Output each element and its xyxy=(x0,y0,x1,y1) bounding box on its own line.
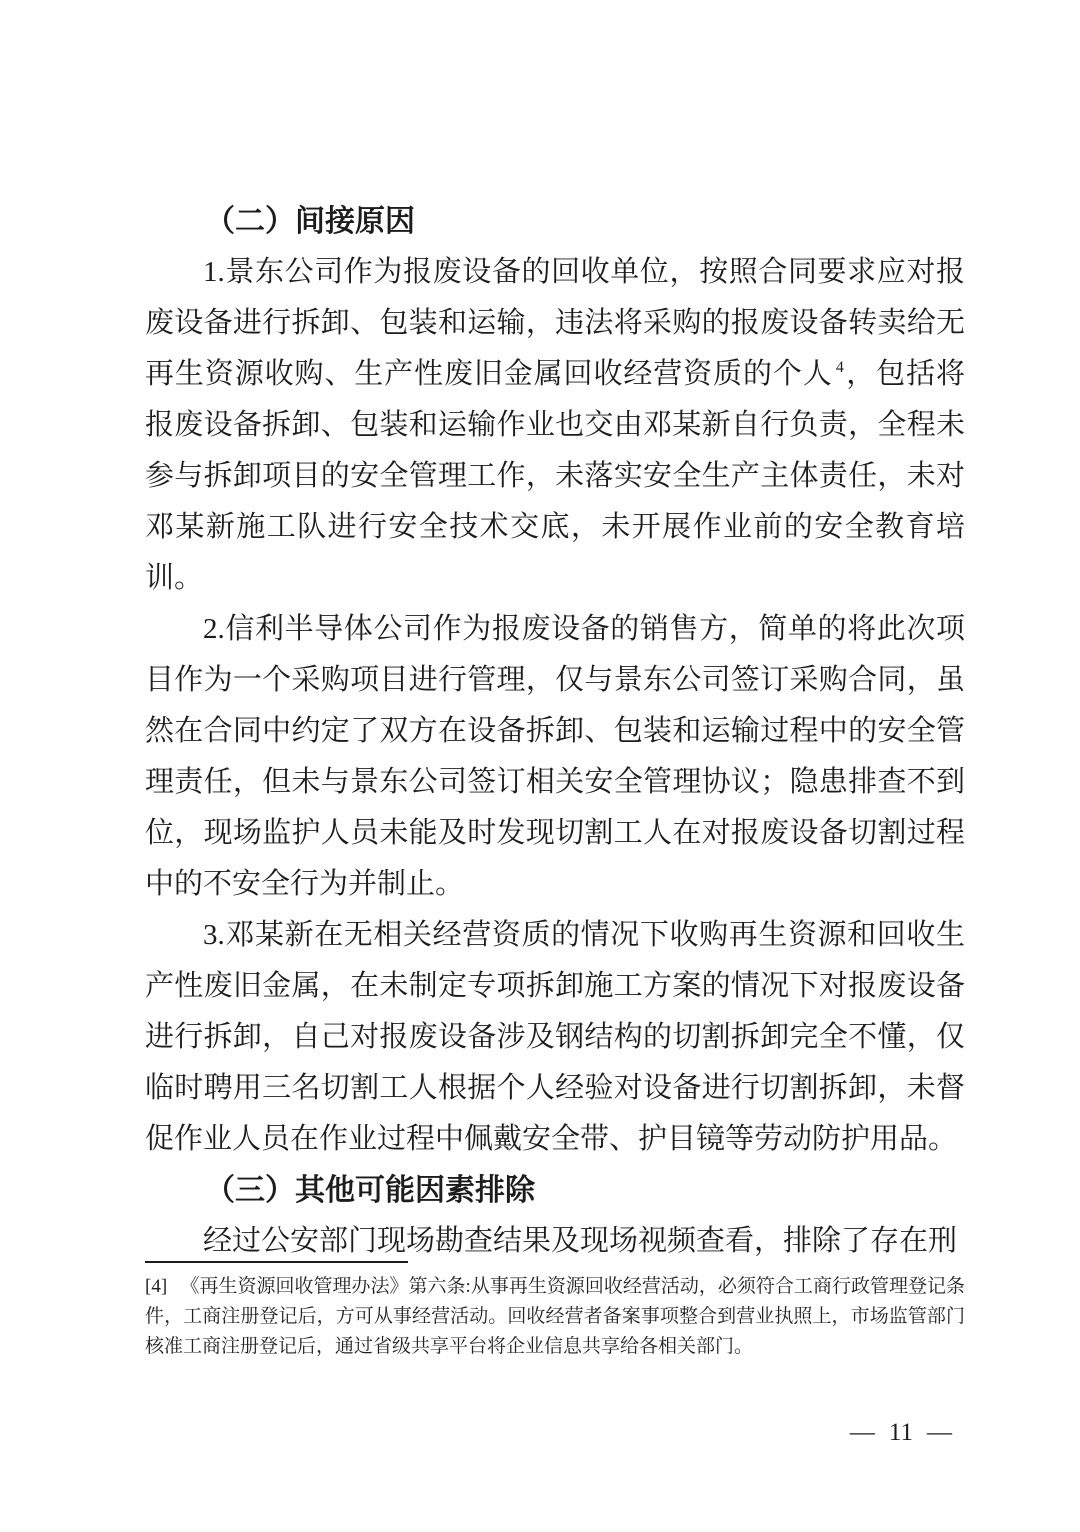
section-heading-other-factors: （三）其他可能因素排除 xyxy=(205,1174,535,1207)
paragraph-1-text-before-ref: 1.景东公司作为报废设备的回收单位，按照合同要求应对报废设备进行拆卸、包装和运输，违法将采购的报废设备转卖给无再生资源收购、生产性废旧金属回收经营资质的个人 xyxy=(145,256,965,390)
page-number-value: 11 xyxy=(888,1419,913,1446)
paragraph-2: 2.信利半导体公司作为报废设备的销售方，简单的将此次项目作为一个采购项目进行管理，仅与景东公司签订采购合同，虽然在合同中约定了双方在设备拆卸、包装和运输过程中的安全管理责任，但未与景东公司签订相关安全管理协议；隐患排查不到位，现场监护人员未能及时发现切割工人在对报废设备切割过程中的不安全行为并制止。 xyxy=(145,613,965,900)
page-number-dash-right: — xyxy=(927,1419,952,1446)
paragraph-1 xyxy=(145,247,965,604)
paragraph-1-text-after-ref: ，包括将报废设备拆卸、包装和运输作业也交由邓某新自行负责，全程未参与拆卸项目的安全管理工作，未落实安全生产主体责任，未对邓某新施工队进行安全技术交底，未开展作业前的安全教育培训。 xyxy=(145,358,965,594)
paragraph-4: 经过公安部门现场勘查结果及现场视频查看，排除了存在刑 xyxy=(203,1225,958,1257)
section-heading-indirect-causes: （二）间接原因 xyxy=(205,205,415,238)
document-body xyxy=(145,196,965,1267)
paragraph-3: 3.邓某新在无相关经营资质的情况下收购再生资源和回收生产性废旧金属，在未制定专项拆卸施工方案的情况下对报废设备进行拆卸，自己对报废设备涉及钢结构的切割拆卸完全不懂，仅临时聘用三名切割工人根据个人经验对设备进行切割拆卸，未督促作业人员在作业过程中佩戴安全带、护目镜等劳动防护用品。 xyxy=(145,919,965,1155)
footnote-4 xyxy=(145,1272,965,1362)
footnote-4-marker: [4] xyxy=(145,1276,168,1297)
footnote-area xyxy=(145,1261,965,1362)
page-number-dash-left: — xyxy=(849,1419,875,1446)
page-number xyxy=(850,1418,952,1448)
footnote-divider xyxy=(145,1261,408,1263)
footnote-4-text: 《再生资源回收管理办法》第六条:从事再生资源回收经营活动，必须符合工商行政管理登记条件，工商注册登记后，方可从事经营活动。回收经营者备案事项整合到营业执照上，市场监管部门核准工商注册登记后，通过省级共享平台将企业信息共享给各相关部门。 xyxy=(145,1276,965,1357)
footnote-reference-4: 4 xyxy=(835,359,844,377)
